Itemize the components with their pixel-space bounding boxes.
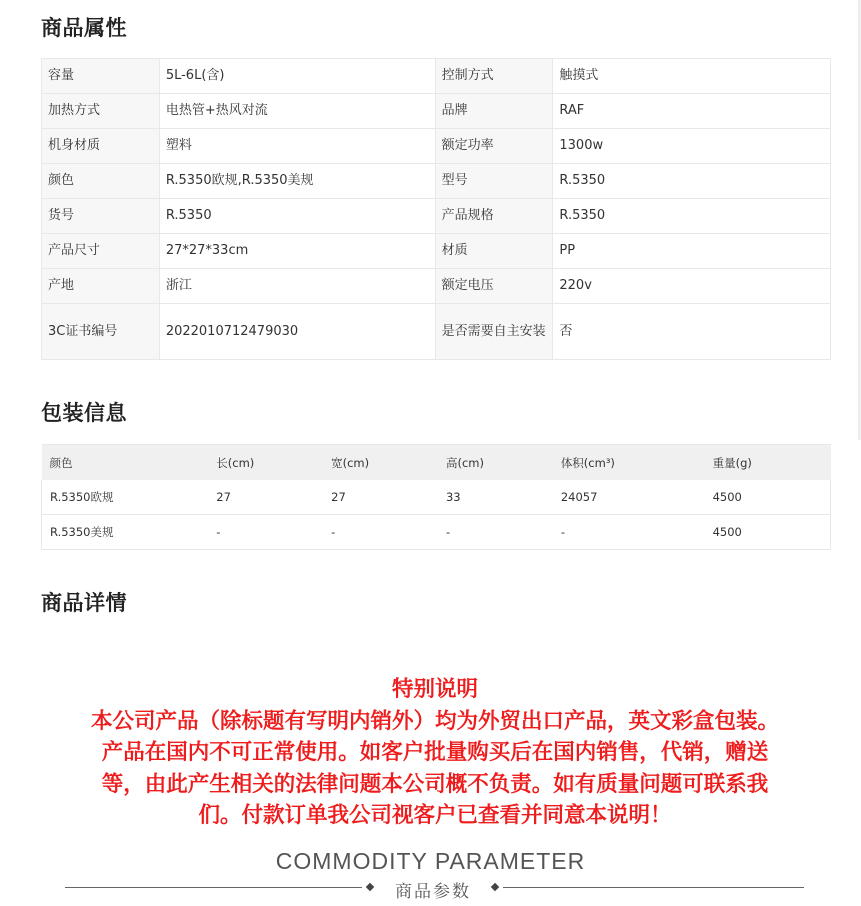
attribute-row <box>42 164 831 199</box>
attributes-table <box>41 58 831 360</box>
attribute-key: 3C证书编号 <box>42 304 160 360</box>
table-cell: 4500 <box>705 480 831 515</box>
attribute-key: 额定功率 <box>435 129 553 164</box>
attribute-row <box>42 234 831 269</box>
divider-line <box>503 887 804 888</box>
attribute-key: 产品尺寸 <box>42 234 160 269</box>
special-notice <box>40 674 830 832</box>
diamond-ornament-icon <box>366 883 374 891</box>
attribute-value: 触摸式 <box>553 59 831 94</box>
attribute-key: 容量 <box>42 59 160 94</box>
attribute-value: R.5350欧规,R.5350美规 <box>159 164 435 199</box>
attribute-value: 塑料 <box>159 129 435 164</box>
attribute-key: 机身材质 <box>42 129 160 164</box>
attribute-value: 5L-6L(含) <box>159 59 435 94</box>
table-cell: - <box>323 515 438 550</box>
attribute-key: 是否需要自主安装 <box>435 304 553 360</box>
column-header: 长(cm) <box>208 445 323 481</box>
attribute-value: 电热管+热风对流 <box>159 94 435 129</box>
table-cell: 4500 <box>705 515 831 550</box>
attribute-value: 否 <box>553 304 831 360</box>
column-header: 重量(g) <box>705 445 831 481</box>
attribute-row <box>42 129 831 164</box>
attribute-key: 加热方式 <box>42 94 160 129</box>
attribute-key: 材质 <box>435 234 553 269</box>
notice-line: 本公司产品（除标题有写明内销外）均为外贸出口产品，英文彩盒包装。 <box>90 708 779 734</box>
divider-line <box>65 887 362 888</box>
table-cell: 27 <box>208 480 323 515</box>
commodity-parameter-heading: COMMODITY PARAMETER <box>275 848 586 874</box>
table-cell: - <box>553 515 705 550</box>
notice-title: 特别说明 <box>391 677 478 702</box>
attribute-value: 220v <box>553 269 831 304</box>
commodity-parameter-subheading: 商品参数 <box>395 882 471 902</box>
attribute-row <box>42 94 831 129</box>
attribute-key: 品牌 <box>435 94 553 129</box>
attribute-key: 控制方式 <box>435 59 553 94</box>
table-cell: R.5350欧规 <box>42 480 209 515</box>
table-row <box>42 515 831 550</box>
notice-line: 产品在国内不可正常使用。如客户批量购买后在国内销售，代销，赠送 <box>101 740 769 765</box>
attribute-key: 颜色 <box>42 164 160 199</box>
column-header: 高(cm) <box>438 445 553 481</box>
table-cell: 33 <box>438 480 553 515</box>
attribute-key: 额定电压 <box>435 269 553 304</box>
attribute-value: R.5350 <box>553 164 831 199</box>
packaging-header-row <box>42 445 831 481</box>
table-cell: 24057 <box>553 480 705 515</box>
attributes-section-title: 商品属性 <box>41 16 127 40</box>
table-cell: R.5350美规 <box>42 515 209 550</box>
attribute-value: 2022010712479030 <box>159 304 435 360</box>
table-cell: - <box>208 515 323 550</box>
attribute-key: 产品规格 <box>435 199 553 234</box>
attribute-value: PP <box>553 234 831 269</box>
attribute-row <box>42 304 831 360</box>
attribute-row <box>42 199 831 234</box>
attribute-value: 1300w <box>553 129 831 164</box>
attribute-row <box>42 59 831 94</box>
attribute-key: 型号 <box>435 164 553 199</box>
table-cell: 27 <box>323 480 438 515</box>
details-section-title: 商品详情 <box>41 591 127 615</box>
attribute-row <box>42 269 831 304</box>
notice-line: 们。付款订单我公司视客户已查看并同意本说明！ <box>198 803 672 828</box>
packaging-table <box>41 444 831 550</box>
notice-line: 等，由此产生相关的法律问题本公司概不负责。如有质量问题可联系我 <box>101 771 769 797</box>
attribute-value: 浙江 <box>159 269 435 304</box>
attribute-value: R.5350 <box>159 199 435 234</box>
column-header: 宽(cm) <box>323 445 438 481</box>
column-header: 颜色 <box>42 445 209 481</box>
packaging-section-title: 包装信息 <box>41 401 127 425</box>
diamond-ornament-icon <box>491 883 499 891</box>
attribute-key: 产地 <box>42 269 160 304</box>
table-cell: - <box>438 515 553 550</box>
table-row <box>42 480 831 515</box>
attribute-key: 货号 <box>42 199 160 234</box>
column-header: 体积(cm³) <box>553 445 705 481</box>
attribute-value: RAF <box>553 94 831 129</box>
attribute-value: R.5350 <box>553 199 831 234</box>
attribute-value: 27*27*33cm <box>159 234 435 269</box>
